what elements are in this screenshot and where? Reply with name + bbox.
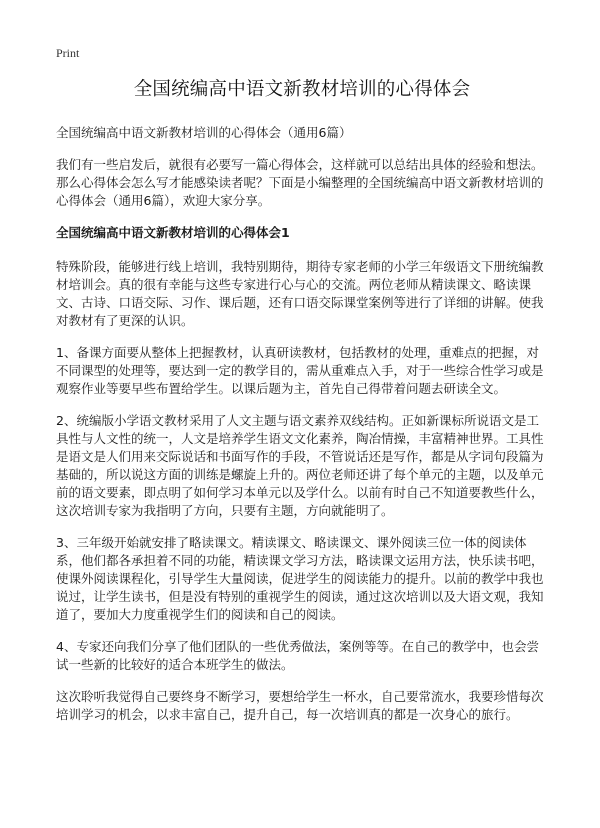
body-paragraph: 2、统编版小学语文教材采用了人文主题与语文素养双线结构。正如新课标所说语文是工具性与人文性的统一，人文是培养学生语文文化素养，陶冶情操，丰富精神世界。工具性是语文是人们用来交际说话和书面写作的手段，不管说话还是写作，都是从字词句段篇为基础的，所以说这方面的训练是螺旋上升的。两位老师还讲了每个单元的主题，以及单元前的语文要素，即点明了如何学习本单元以及学什么。以前有时自己不知道要教些什么，这次培训专家为我指明了方向，只要有主题，方向就能明了。 (56, 413, 544, 518)
intro-paragraph: 我们有一些启发后，就很有必要写一篇心得体会，这样就可以总结出具体的经验和想法。那么心得体会怎么写才能感染读者呢？下面是小编整理的全国统编高中语文新教材培训的心得体会（通用6篇），欢迎大家分享。 (56, 157, 544, 208)
body-paragraph: 4、专家还向我们分享了他们团队的一些优秀做法，案例等等。在自己的教学中，也会尝试一些新的比较好的适合本班学生的做法。 (56, 639, 539, 672)
body-paragraph: 特殊阶段，能够进行线上培训，我特别期待，期待专家老师的小学三年级语文下册统编教材培训会。真的很有幸能与这些专家进行心与心的交流。两位老师从精读课文、略读课文、古诗、口语交际、习作、课后题，还有口语交际课堂案例等进行了详细的讲解。使我对教材有了更深的认识。 (56, 259, 544, 328)
article-subtitle: 全国统编高中语文新教材培训的心得体会（通用6篇） (56, 125, 352, 140)
print-link[interactable]: Print (56, 46, 80, 60)
body-paragraph: 3、三年级开始就安排了略读课文。精读课文、略读课文、课外阅读三位一体的阅读体系，他们都各承担着不同的功能，精读课文学习方法，略读课文运用方法，快乐读书吧，使课外阅读课程化，引导学生大量阅读，促进学生的阅读能力的提升。以前的教学中我也说过，让学生读书，但是没有特别的重视学生的阅读，通过这次培训以及大语文观，我知道了，要加大力度重视学生们的阅读和自己的阅读。 (56, 535, 544, 622)
body-paragraph: 1、备课方面要从整体上把握教材，认真研读教材，包括教材的处理，重难点的把握，对不同课型的处理等，要达到一定的教学目的，需从重难点入手，对于一些综合性学习或是观察作业等要早些布置给学生。以课后题为主，首先自己得带着问题去研读全文。 (56, 345, 544, 396)
section-heading: 全国统编高中语文新教材培训的心得体会1 (56, 225, 290, 240)
article (56, 74, 548, 738)
page-title: 全国统编高中语文新教材培训的心得体会 (133, 79, 471, 100)
body-paragraph: 这次聆听我觉得自己要终身不断学习，要想给学生一杯水，自己要常流水，我要珍惜每次培训学习的机会，以求丰富自己，提升自己，每一次培训真的都是一次身心的旅行。 (56, 689, 544, 722)
